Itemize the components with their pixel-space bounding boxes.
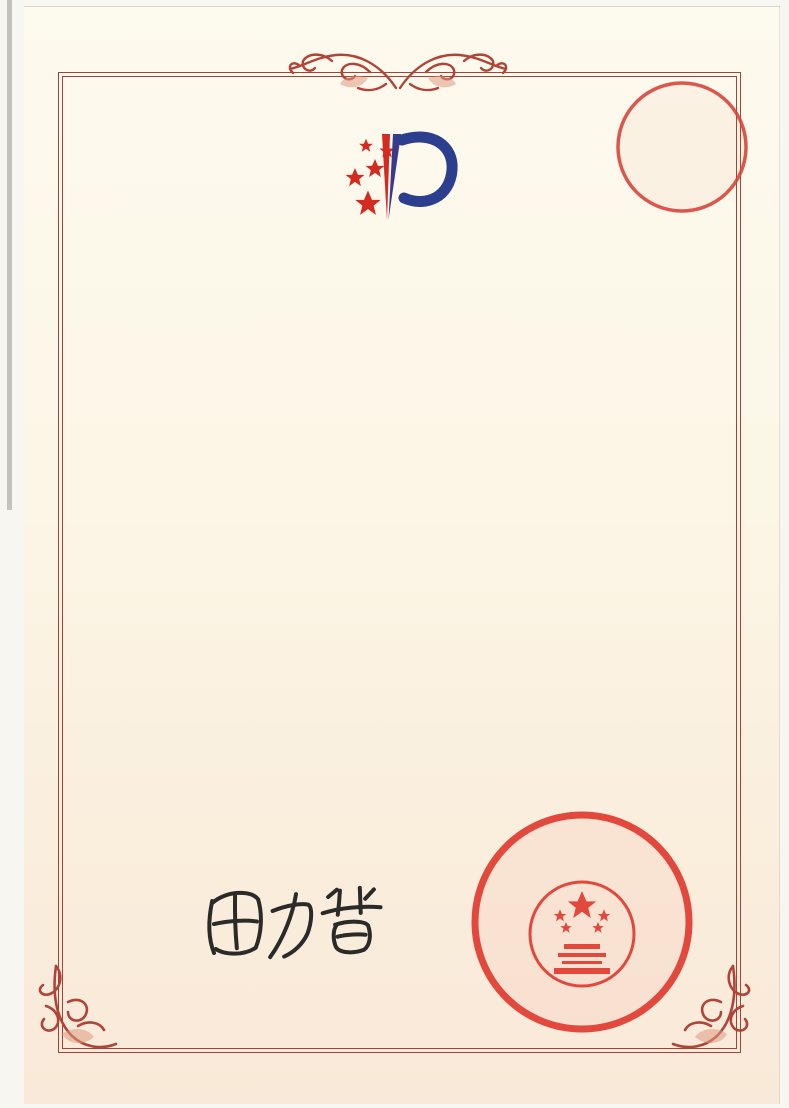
field-grant-date xyxy=(86,614,92,635)
top-center-flourish-ornament xyxy=(287,44,509,100)
corner-flourish-icon xyxy=(34,964,118,1056)
field-patent-number xyxy=(86,446,92,467)
flourish-icon xyxy=(287,44,398,100)
field-invention-name xyxy=(86,332,92,353)
field-inventors xyxy=(86,389,92,410)
sipo-logo-icon xyxy=(330,128,480,230)
field-filing-date xyxy=(86,502,92,523)
field-patentee xyxy=(86,558,92,579)
sipo-official-seal xyxy=(466,806,698,1038)
tax-withholding-stamp xyxy=(602,67,762,227)
commissioner-signature xyxy=(202,877,400,969)
barcode xyxy=(95,830,333,845)
signature-name xyxy=(0,0,1,1)
flourish-icon xyxy=(398,44,509,100)
